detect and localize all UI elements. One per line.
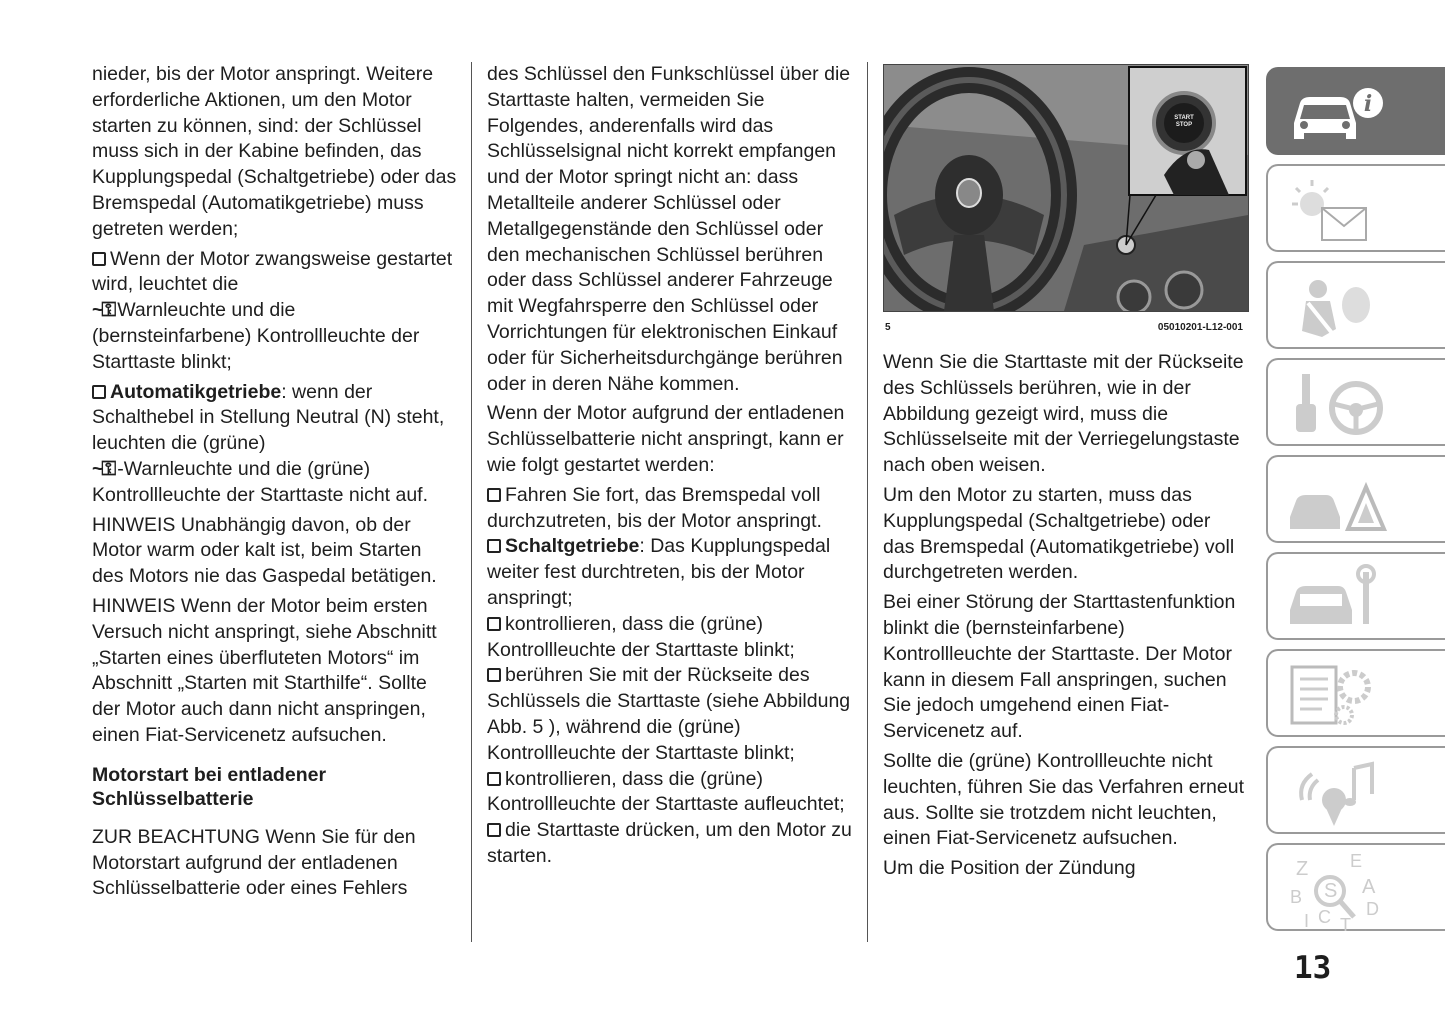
index-letter: C [1318,907,1331,927]
bullet-item: die Starttaste drücken, um den Motor zu starten. [487,819,852,867]
paragraph: des Schlüssel den Funkschlüssel über die Starttaste halten, vermeiden Sie Folgendes, anderenfalls wird das Schlüsselsignal nicht korrekt empfangen und der Motor springt nicht an: dass Metallteile anderer Schlüssel oder Metallgegenstände den Schlüssel oder den mechanischen Schlüssel berühren oder dass Schlüssel anderer Fahrzeuge mit Wegfahrsperre den Schlüssel oder Vorrichtungen für elektronischen Einkauf oder für Sicherheitsdurchgänge berühren oder in deren Nähe kommen. [487,63,851,395]
bullet-item: Fahren Sie fort, das Bremspedal voll durchzutreten, bis der Motor anspringt. [487,483,822,532]
text-column-3 [883,64,1245,886]
bullet-item: Schaltgetriebe: Das Kupplungspedal weiter fest durchtreten, bis der Motor anspringt; [487,535,831,609]
tab-safety[interactable] [1266,261,1445,349]
figure-code: 05010201-L12-001 [1157,322,1243,333]
immobilizer-warning-icon: ~⚿ [92,457,115,480]
steering-wheel-figure [883,64,1249,312]
start-stop-label: START STOP [1174,115,1194,128]
tab-technical-data[interactable] [1266,649,1445,737]
multimedia-icon [1282,756,1392,828]
tab-car-info[interactable] [1266,67,1445,155]
car-maintenance-icon [1282,562,1392,634]
bullet-box-icon [487,823,501,837]
index-letter: D [1366,899,1379,919]
index-letter: S [1324,880,1338,902]
paragraph: Wenn Sie die Starttaste mit der Rückseite des Schlüssels berühren, wie in der Abbildung gezeigt wird, muss die Schlüsselseite mit der Verriegelungstaste nach oben weisen. [883,351,1244,477]
figure-number: 5 [885,322,891,333]
bullet-box-icon [487,539,501,553]
index-letter: A [1362,876,1376,898]
paragraph: Bei einer Störung der Starttastenfunktion blinkt die (bernsteinfarbene) Kontrollleuchte der Starttaste. Der Motor kann in diesem Fall anspringen, suchen Sie jedoch umgehend einen Fiat-Servicenetz auf. [883,591,1236,743]
car-info-icon [1282,77,1392,149]
bullet-list [487,483,853,870]
text-column-2 [487,62,853,870]
index-icon [1282,853,1392,933]
tab-index[interactable] [1266,843,1445,931]
airbag-seatbelt-icon [1282,271,1392,343]
note-paragraph: HINWEIS Unabhängig davon, ob der Motor warm oder kalt ist, beim Starten des Motors nie das Gaspedal betätigen. [92,513,437,588]
dashboard-illustration [884,65,1248,311]
paragraph: ZUR BEACHTUNG Wenn Sie für den Motorstart aufgrund der entladenen Schlüsselbatterie oder eines Fehlers [92,825,416,900]
bullet-item: berühren Sie mit der Rückseite des Schlüssels die Starttaste (siehe Abbildung Abb. 5 ), während die (grüne) Kontrollleuchte der Starttaste blinkt; [487,664,851,764]
bullet-box-icon [92,385,106,399]
technical-data-icon [1282,659,1392,731]
index-letter: B [1290,887,1303,907]
bullet-item: kontrollieren, dass die (grüne) Kontrollleuchte der Starttaste aufleuchtet; [487,767,845,816]
bullet-item: Automatikgetriebe: wenn der Schalthebel in Stellung Neutral (N) steht, leuchten die (grüne) ~⚿ -Warnleuchte und die (grüne) Kontrollleuchte der Starttaste nicht auf. [92,380,445,506]
index-letter: T [1340,915,1351,933]
paragraph: Sollte die (grüne) Kontrollleuchte nicht leuchten, führen Sie das Verfahren erneut aus. Sollte sie trotzdem nicht leuchten, einen Fiat-Servicenetz aufsuchen. [883,749,1244,850]
emergency-icon [1282,465,1392,537]
section-heading: Motorstart bei entladener Schlüsselbatterie [92,763,327,810]
immobilizer-warning-icon: ~⚿ [92,299,115,322]
bullet-box-icon [487,668,501,682]
bullet-item: kontrollieren, dass die (grüne) Kontrollleuchte der Starttaste blinkt; [487,612,795,661]
index-letter: E [1350,853,1363,871]
paragraph: nieder, bis der Motor anspringt. Weitere erforderliche Aktionen, um den Motor starten zu können, sind: der Schlüssel muss sich in der Kabine befinden, das Kupplungspedal (Schaltgetriebe) oder das Bremspedal (Automatikgetriebe) muss getreten werden; [92,63,457,240]
bullet-box-icon [92,252,106,266]
tab-starting-driving[interactable] [1266,358,1445,446]
index-letter: Z [1296,858,1309,880]
bullet-box-icon [487,488,501,502]
text-column-1 [92,62,457,906]
bullet-box-icon [487,772,501,786]
tab-lights-messages[interactable] [1266,164,1445,252]
column-divider [471,62,472,942]
key-steering-icon [1282,368,1392,440]
tab-maintenance[interactable] [1266,552,1445,640]
paragraph: Um den Motor zu starten, muss das Kupplungspedal (Schaltgetriebe) oder das Bremspedal (Automatikgetriebe) voll durchgetreten werden. [883,483,1235,584]
bullet-box-icon [487,617,501,631]
index-letter: I [1304,911,1310,931]
column-divider [867,62,868,942]
paragraph: Um die Position der Zündung [883,857,1136,880]
lights-message-icon [1282,174,1392,246]
page-number: 13 [1294,950,1332,986]
tab-emergency[interactable] [1266,455,1445,543]
tab-multimedia[interactable] [1266,746,1445,834]
bullet-item: Wenn der Motor zwangsweise gestartet wird, leuchtet die ~⚿ Warnleuchte und die (bernsteinfarbene) Kontrollleuchte der Starttaste blinkt; [92,247,453,373]
svg-text:i: i [1363,91,1373,117]
figure-caption [885,322,1243,334]
paragraph: Wenn der Motor aufgrund der entladenen Schlüsselbatterie nicht anspringt, kann er wie folgt gestartet werden: [487,402,845,476]
note-paragraph: HINWEIS Wenn der Motor beim ersten Versuch nicht anspringt, siehe Abschnitt „Starten eines überfluteten Motors“ im Abschnitt „Starten mit Starthilfe“. Sollte der Motor auch dann nicht anspringen, einen Fiat-Servicenetz aufsuchen. [92,594,437,746]
